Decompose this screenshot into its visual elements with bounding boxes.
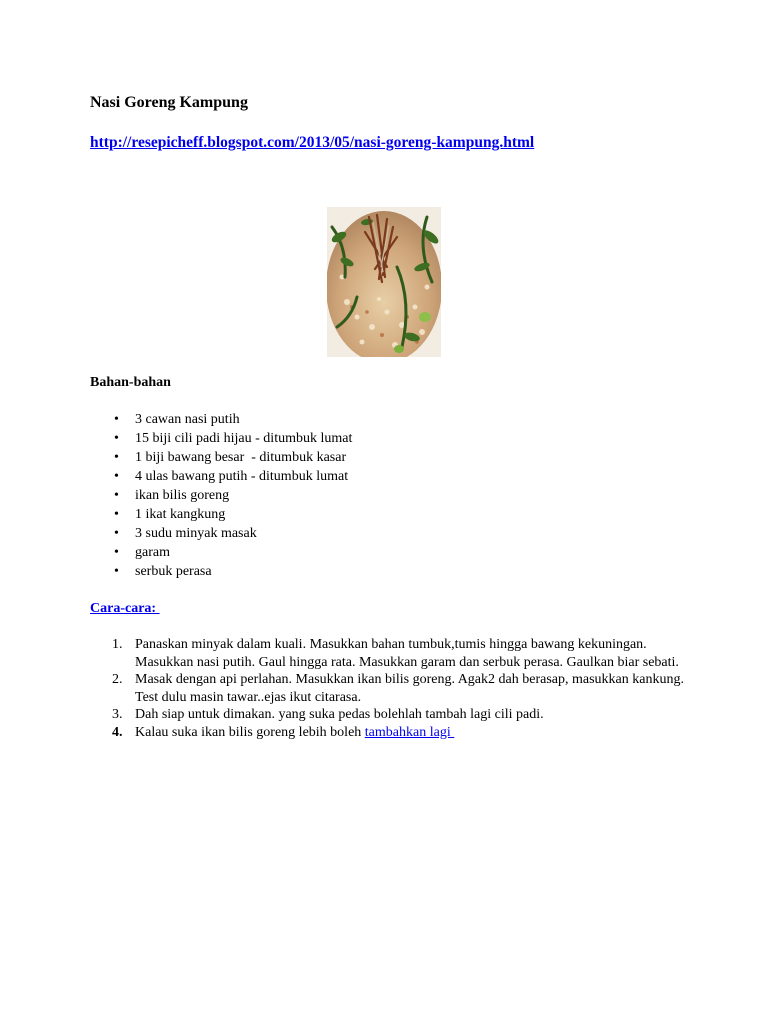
bullet-icon: • [114, 526, 119, 541]
list-item [90, 524, 352, 543]
method-heading-link[interactable]: Cara-cara: [90, 601, 160, 616]
list-item [90, 636, 690, 671]
list-item [90, 448, 352, 467]
step-number: 3. [112, 707, 123, 722]
step-text: Dah siap untuk dimakan. yang suka pedas bolehlah tambah lagi cili padi. [135, 707, 544, 722]
ingredient-text: 4 ulas bawang putih - ditumbuk lumat [135, 469, 349, 484]
ingredients-list [90, 410, 352, 581]
step-text: Panaskan minyak dalam kuali. Masukkan bahan tumbuk,tumis hingga bawang kekuningan. Masukkan nasi putih. Gaul hingga rata. Masukkan garam dan serbuk perasa. Gaulkan biar sebati. [135, 637, 679, 670]
steps-list [90, 636, 690, 741]
list-item [90, 467, 352, 486]
list-item [90, 706, 690, 724]
list-item [90, 562, 352, 581]
ingredients-heading: Bahan-bahan [90, 375, 171, 390]
source-link[interactable]: http://resepicheff.blogspot.com/2013/05/nasi-goreng-kampung.html [90, 134, 535, 151]
list-item [90, 429, 352, 448]
add-more-link[interactable]: tambahkan lagi [364, 724, 455, 740]
list-item [90, 671, 690, 706]
ingredient-text: 1 ikat kangkung [135, 507, 226, 522]
ingredient-text: garam [135, 545, 170, 560]
list-item [90, 486, 352, 505]
ingredient-text: 3 sudu minyak masak [135, 526, 257, 541]
bullet-icon: • [114, 564, 119, 579]
list-item [90, 724, 690, 742]
ingredient-text: 15 biji cili padi hijau - ditumbuk lumat [135, 431, 353, 446]
bullet-icon: • [114, 507, 119, 522]
bullet-icon: • [114, 545, 119, 560]
ingredient-text: 3 cawan nasi putih [135, 412, 240, 427]
ingredient-text: 1 biji bawang besar - ditumbuk kasar [135, 450, 347, 465]
list-item [90, 410, 352, 429]
ingredient-text: serbuk perasa [135, 564, 212, 579]
recipe-title: Nasi Goreng Kampung [90, 94, 248, 111]
bullet-icon: • [114, 469, 119, 484]
step-text: Kalau suka ikan bilis goreng lebih boleh [135, 724, 365, 740]
step-number: 1. [112, 637, 123, 652]
list-item [90, 505, 352, 524]
bullet-icon: • [114, 431, 119, 446]
step-number: 4. [112, 724, 123, 740]
bullet-icon: • [114, 488, 119, 503]
ingredient-text: ikan bilis goreng [135, 488, 230, 503]
step-number: 2. [112, 672, 123, 687]
step-text: Masak dengan api perlahan. Masukkan ikan bilis goreng. Agak2 dah berasap, masukkan kankung. Test dulu masin tawar..ejas ikut citarasa. [135, 672, 684, 705]
bullet-icon: • [114, 450, 119, 465]
bullet-icon: • [114, 412, 119, 427]
nasi-goreng-photo [327, 207, 441, 357]
list-item [90, 543, 352, 562]
